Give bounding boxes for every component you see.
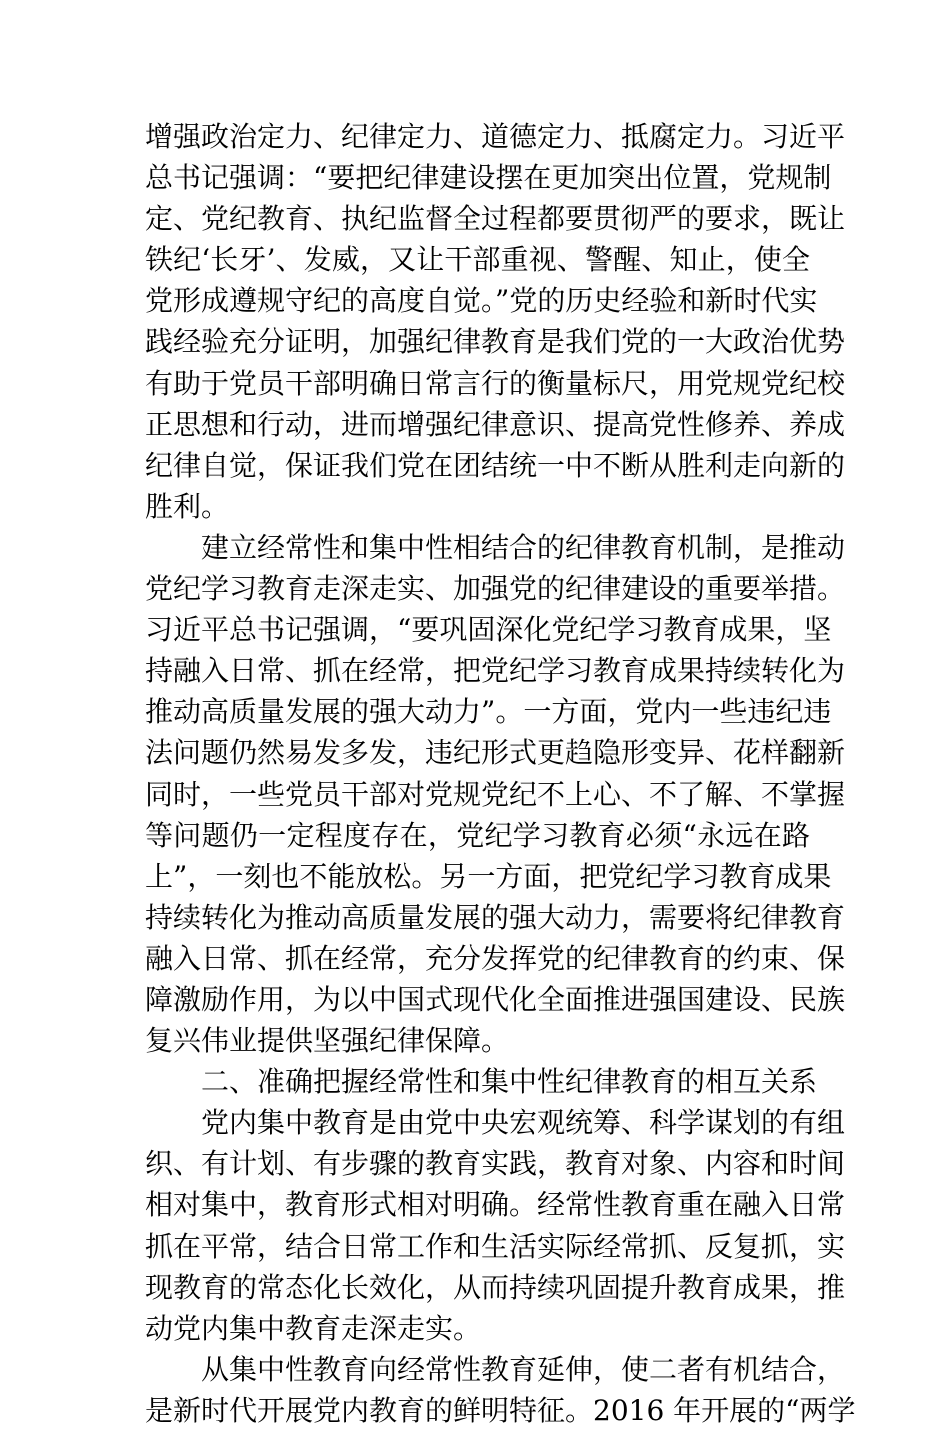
paragraph-continuation — [145, 116, 846, 527]
text-line: 上”，一刻也不能放松。另一方面，把党纪学习教育成果 — [145, 859, 832, 893]
text-line: 复兴伟业提供坚强纪律保障。 — [145, 1024, 510, 1058]
section-heading-text: 二、准确把握经常性和集中性纪律教育的相互关系 — [201, 1065, 818, 1099]
text-line: 织、有计划、有步骤的教育实践，教育对象、内容和时间 — [145, 1147, 846, 1181]
text-line: 抓在平常，结合日常工作和生活实际经常抓、反复抓，实 — [145, 1229, 846, 1263]
paragraph-discipline-mechanism — [145, 527, 846, 1061]
text-line: 正思想和行动，进而增强纪律意识、提高党性修养、养成 — [145, 407, 846, 441]
text-line: 持融入日常、抓在经常，把党纪学习教育成果持续转化为 — [145, 654, 846, 688]
text-line: 建立经常性和集中性相结合的纪律教育机制，是推动 — [201, 530, 846, 564]
text-line: 是新时代开展党内教育的鲜明特征。2016 年开展的“两学 — [145, 1393, 856, 1427]
paragraph-extension — [145, 1349, 856, 1431]
text-line: 现教育的常态化长效化，从而持续巩固提升教育成果，推 — [145, 1270, 846, 1304]
text-line: 法问题仍然易发多发，违纪形式更趋隐形变异、花样翻新 — [145, 736, 846, 770]
text-line: 有助于党员干部明确日常言行的衡量标尺，用党规党纪校 — [145, 366, 846, 400]
text-line: 党内集中教育是由党中央宏观统筹、科学谋划的有组 — [201, 1106, 846, 1140]
text-line: 定、党纪教育、执纪监督全过程都要贯彻严的要求，既让 — [145, 202, 846, 236]
text-line: 同时，一些党员干部对党规党纪不上心、不了解、不掌握 — [145, 777, 846, 811]
text-line: 障激励作用，为以中国式现代化全面推进强国建设、民族 — [145, 982, 846, 1016]
text-line: 持续转化为推动高质量发展的强大动力，需要将纪律教育 — [145, 900, 846, 934]
text-line: 相对集中，教育形式相对明确。经常性教育重在融入日常 — [145, 1188, 846, 1222]
text-line: 推动高质量发展的强大动力”。一方面，党内一些违纪违 — [145, 695, 832, 729]
text-line: 纪律自觉，保证我们党在团结统一中不断从胜利走向新的 — [145, 448, 846, 482]
text-line: 党纪学习教育走深走实、加强党的纪律建设的重要举措。 — [145, 572, 846, 606]
text-line: 动党内集中教育走深走实。 — [145, 1311, 482, 1345]
text-line: 习近平总书记强调，“要巩固深化党纪学习教育成果，坚 — [145, 613, 832, 647]
text-line: 践经验充分证明，加强纪律教育是我们党的一大政治优势 — [145, 325, 846, 359]
text-line: 党形成遵规守纪的高度自觉。”党的历史经验和新时代实 — [145, 284, 818, 318]
text-line: 从集中性教育向经常性教育延伸，使二者有机结合， — [201, 1352, 846, 1386]
document-body — [145, 116, 856, 1431]
paragraph-central-education — [145, 1102, 846, 1349]
text-line: 总书记强调：“要把纪律建设摆在更加突出位置，党规制 — [145, 161, 832, 195]
text-line: 铁纪‘长牙’、发威，又让干部重视、警醒、知止，使全 — [145, 243, 810, 277]
text-line: 融入日常、抓在经常，充分发挥党的纪律教育的约束、保 — [145, 941, 846, 975]
text-line: 胜利。 — [145, 489, 230, 523]
section-heading — [145, 1061, 818, 1102]
text-line: 等问题仍一定程度存在，党纪学习教育必须“永远在路 — [145, 818, 810, 852]
text-line: 增强政治定力、纪律定力、道德定力、抵腐定力。习近平 — [145, 120, 846, 153]
